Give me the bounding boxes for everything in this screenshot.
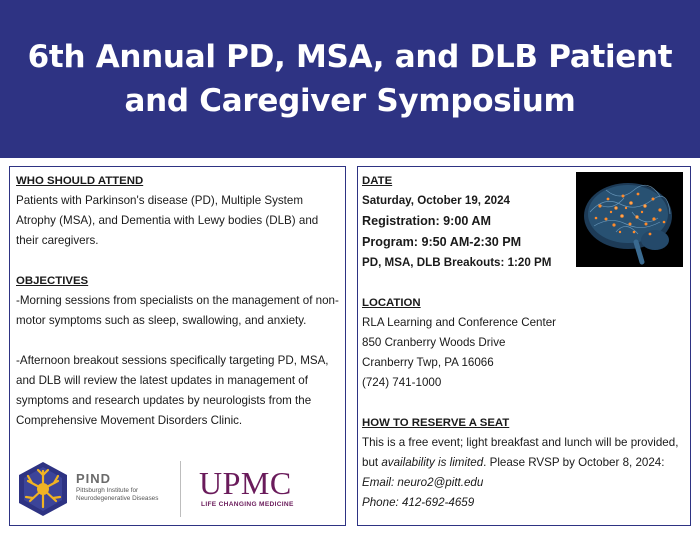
venue-name: RLA Learning and Conference Center <box>362 316 557 329</box>
objective-afternoon: -Afternoon breakout sessions specifically targeting PD, MSA, and DLB will review the latest updates in management of symptoms and research updates by neurologists from the Comprehensive Movement Disorders Clinic. <box>16 354 329 427</box>
reserve-text-start: This is a free event; light breakfast and lunch will be provided, but <box>362 436 679 469</box>
pind-subtitle-line-1: Pittsburgh Institute for <box>76 487 139 494</box>
reserve-text-end: . Please RVSP by October 8, 2024: <box>483 456 665 469</box>
page-title: 6th Annual PD, MSA, and DLB Patient and Caregiver Symposium <box>27 39 673 119</box>
sponsor-logos <box>14 457 340 521</box>
logo-divider <box>180 461 181 517</box>
who-should-attend-heading: WHO SHOULD ATTEND <box>16 175 144 187</box>
pind-subtitle <box>76 487 176 503</box>
breakouts-time: PD, MSA, DLB Breakouts: 1:20 PM <box>362 256 552 269</box>
objectives-heading: OBJECTIVES <box>16 275 89 287</box>
reserve-heading: HOW TO RESERVE A SEAT <box>362 417 510 429</box>
registration-time: Registration: 9:00 AM <box>362 214 491 228</box>
date-heading: DATE <box>362 175 393 187</box>
reserve-text-emphasis: availability is limited <box>381 456 484 469</box>
upmc-logo: UPMC <box>199 465 292 501</box>
location-heading: LOCATION <box>362 297 421 309</box>
objective-morning: -Morning sessions from specialists on the management of non-motor symptoms such as sleep, swallowing, and anxiety. <box>16 294 339 327</box>
pind-neuron-icon <box>16 461 70 517</box>
venue-city: Cranberry Twp, PA 16066 <box>362 356 494 369</box>
contact-email[interactable]: Email: neuro2@pitt.edu <box>362 476 484 489</box>
attendance-objectives-panel <box>9 166 346 526</box>
pind-name: PIND <box>76 471 112 486</box>
event-date: Saturday, October 19, 2024 <box>362 194 510 207</box>
upmc-tagline: LIFE CHANGING MEDICINE <box>201 501 294 508</box>
venue-street: 850 Cranberry Woods Drive <box>362 336 506 349</box>
who-should-attend-text: Patients with Parkinson's disease (PD), Multiple System Atrophy (MSA), and Dementia with Lewy bodies (DLB) and their caregivers. <box>16 194 319 247</box>
event-details-panel <box>357 166 691 526</box>
title-banner <box>0 0 700 158</box>
reserve-text <box>362 433 687 473</box>
program-time: Program: 9:50 AM-2:30 PM <box>362 235 522 249</box>
contact-phone: Phone: 412-692-4659 <box>362 496 475 509</box>
venue-phone: (724) 741-1000 <box>362 376 442 389</box>
pind-subtitle-line-2: Neurodegenerative Diseases <box>76 495 159 502</box>
